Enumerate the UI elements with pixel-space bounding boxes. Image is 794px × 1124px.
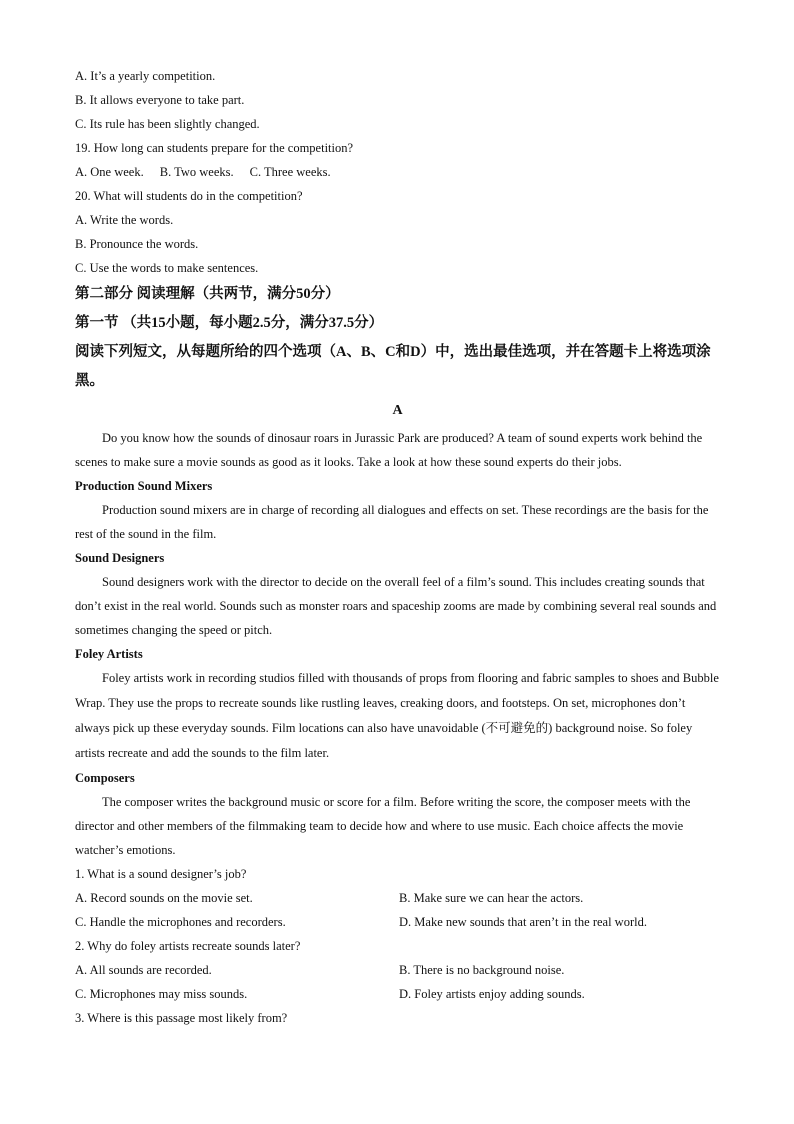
q2-question: 2. Why do foley artists recreate sounds later? — [75, 939, 301, 953]
section-text-mixers: Production sound mixers are in charge of recording all dialogues and effects on set. These recordings are the basis for the rest of the sound in the film. — [75, 503, 709, 541]
q18-option-c: C. Its rule has been slightly changed. — [75, 117, 260, 131]
q1-option-d: D. Make new sounds that aren’t in the real world. — [399, 915, 647, 929]
passage-intro: Do you know how the sounds of dinosaur roars in Jurassic Park are produced? A team of sound experts work behind the scenes to make sure a movie sounds as good as it looks. Take a look at how these sound experts do their jobs. — [75, 431, 703, 469]
q20-option-a: A. Write the words. — [75, 213, 174, 227]
section-text-designers: Sound designers work with the director to decide on the overall feel of a film’s sound. This includes creating sounds that don’t exist in the real world. Sounds such as monster roars and spaceship zooms are made by combining several real sounds and sometimes changing the speed or pitch. — [75, 575, 717, 637]
q20-option-b: B. Pronounce the words. — [75, 237, 199, 251]
q18-option-b: B. It allows everyone to take part. — [75, 93, 245, 107]
q2-options-row1 — [75, 958, 720, 982]
section-title-mixers: Production Sound Mixers — [75, 479, 213, 493]
q19-question: 19. How long can students prepare for the competition? — [75, 141, 354, 155]
q19-option-c: C. Three weeks. — [249, 165, 331, 179]
section-text-composers: The composer writes the background music or score for a film. Before writing the score, the composer meets with the director and other members of the filmmaking team to decide how and where to use music. Each choice affects the movie watcher’s emotions. — [75, 795, 691, 857]
q3-question: 3. Where is this passage most likely from? — [75, 1011, 288, 1025]
q20-option-c: C. Use the words to make sentences. — [75, 261, 259, 275]
q1-option-a: A. Record sounds on the movie set. — [75, 891, 253, 905]
q19-option-b: B. Two weeks. — [159, 165, 234, 179]
section1-heading: 第一节 （共15小题，每小题2.5分，满分37.5分） — [75, 315, 384, 331]
q2-option-a: A. All sounds are recorded. — [75, 963, 212, 977]
section-title-designers: Sound Designers — [75, 551, 165, 565]
q19-option-a: A. One week. — [75, 165, 144, 179]
exam-page — [75, 64, 720, 1030]
part2-heading: 第二部分 阅读理解（共两节，满分50分） — [75, 286, 340, 302]
q2-option-b: B. There is no background noise. — [399, 963, 565, 977]
section-text-foley: Foley artists work in recording studios filled with thousands of props from flooring and fabric samples to shoes and Bubble Wrap. They use the props to recreate sounds like rustling leaves, creaking doors, and footsteps. On set, microphones don’t always pick up these everyday sounds. Film locations can also have unavoidable (不可避免的) background noise. So foley artists recreate and add the sounds to the film later. — [75, 671, 719, 760]
passage-letter: A — [392, 403, 403, 418]
q1-option-c: C. Handle the microphones and recorders. — [75, 915, 286, 929]
q1-options-row1 — [75, 886, 720, 910]
instructions: 阅读下列短文，从每题所给的四个选项（A、B、C和D）中，选出最佳选项，并在答题卡上将选项涂黑。 — [75, 344, 711, 389]
q1-options-row2 — [75, 910, 720, 934]
q2-option-c: C. Microphones may miss sounds. — [75, 987, 248, 1001]
q18-option-a: A. It’s a yearly competition. — [75, 69, 216, 83]
q1-option-b: B. Make sure we can hear the actors. — [399, 891, 584, 905]
q19-options — [75, 160, 720, 184]
section-title-foley: Foley Artists — [75, 647, 143, 661]
q1-question: 1. What is a sound designer’s job? — [75, 867, 247, 881]
section-title-composers: Composers — [75, 771, 135, 785]
q2-options-row2 — [75, 982, 720, 1006]
q2-option-d: D. Foley artists enjoy adding sounds. — [399, 987, 585, 1001]
q20-question: 20. What will students do in the competition? — [75, 189, 303, 203]
